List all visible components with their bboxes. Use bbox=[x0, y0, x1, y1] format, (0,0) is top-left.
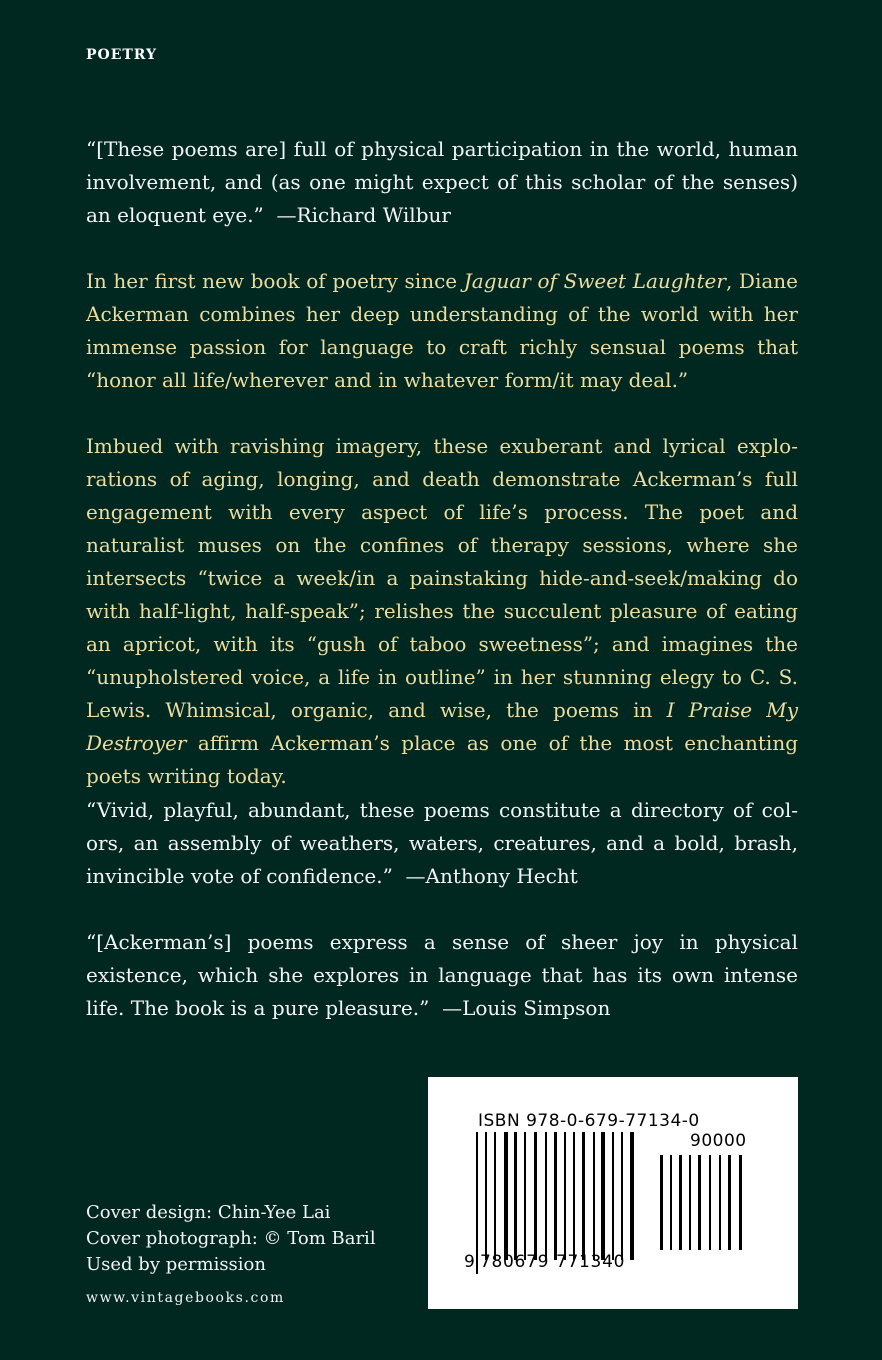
blurb-attribution: —Anthony Hecht bbox=[405, 864, 578, 888]
blurb-anthony-hecht bbox=[86, 794, 798, 893]
barcode-bar bbox=[593, 1132, 595, 1260]
barcode-bar bbox=[709, 1155, 711, 1250]
barcode-bar bbox=[698, 1155, 701, 1250]
barcode-digit-first: 9 bbox=[464, 1252, 476, 1272]
book-title-reference: Jaguar of Sweet Laughter bbox=[463, 269, 726, 293]
barcode-bar bbox=[689, 1155, 691, 1250]
barcode-bar bbox=[630, 1132, 634, 1260]
barcode-bar bbox=[670, 1155, 672, 1250]
description-text: affirm Ackerman’s place as one of the most enchanting poets writing today. bbox=[86, 731, 798, 788]
barcode-digits-right: 771340 bbox=[556, 1252, 626, 1272]
barcode-bar bbox=[554, 1132, 557, 1260]
barcode-bar bbox=[612, 1132, 614, 1260]
barcode-bar bbox=[524, 1132, 526, 1260]
barcode-bar bbox=[679, 1155, 682, 1250]
barcode-bar bbox=[582, 1132, 585, 1260]
price-code: 90000 bbox=[690, 1131, 747, 1151]
description-text: Imbued with ravishing imagery, these exuberant and lyrical explorations of aging, longing, and death demonstrate Ackerman’s full engagement with every aspect of life’s process. The poet and naturalist muses on the confines of therapy sessions, where she intersects “twice a week/in a painstaking hide-and-seek/making do with half-light, half-speak”; relishes the succulent pleasure of eating an apricot, with its “gush of taboo sweetness”; and imagines the “unupholstered voice, a life in outline” in her stunning elegy to C. S. Lewis. Whimsical, organic, and wise, the poems in bbox=[86, 434, 798, 722]
blurb-text: “Vivid, playful, abundant, these poems constitute a directory of colors, an assembly of weathers, waters, creatures, and a bold, brash, invincible vote of confidence.” bbox=[86, 798, 798, 888]
cover-design-credit: Cover design: Chin-Yee Lai bbox=[86, 1202, 331, 1223]
cover-photo-credit: Cover photograph: © Tom Baril bbox=[86, 1228, 376, 1249]
permission-note: Used by permission bbox=[86, 1254, 266, 1275]
description-paragraph-2 bbox=[86, 430, 798, 793]
cover-credits bbox=[86, 1200, 376, 1278]
blurb-attribution: —Louis Simpson bbox=[442, 996, 611, 1020]
barcode-bar bbox=[660, 1155, 663, 1250]
blurb-richard-wilbur bbox=[86, 133, 798, 232]
barcode-digits-left: 780679 bbox=[480, 1252, 550, 1272]
category-label: POETRY bbox=[86, 47, 158, 63]
barcode-bar bbox=[545, 1132, 547, 1260]
blurb-text: “[These poems are] full of physical participation in the world, human involvement, and (as one might expect of this scholar of the senses) an eloquent eye.” bbox=[86, 137, 798, 227]
description-text: In her first new book of poetry since bbox=[86, 269, 464, 293]
blurb-attribution: —Richard Wilbur bbox=[276, 203, 451, 227]
barcode-bar bbox=[476, 1132, 478, 1274]
barcode-bar bbox=[728, 1155, 731, 1250]
description-paragraph-1 bbox=[86, 265, 798, 397]
barcode-bar bbox=[534, 1132, 537, 1260]
description-text: , Diane Ackerman combines her deep understanding of the world with her immense passion for language to craft richly sensual poems that “honor all life/wherever and in whatever form/it may deal.” bbox=[86, 269, 798, 392]
barcode-bar bbox=[564, 1132, 566, 1260]
barcode-bar bbox=[719, 1155, 721, 1250]
publisher-website: www.vintagebooks.com bbox=[86, 1290, 285, 1306]
barcode-bar bbox=[504, 1132, 508, 1260]
blurb-louis-simpson bbox=[86, 926, 798, 1025]
barcode-bar bbox=[485, 1132, 487, 1260]
book-title: I Praise My Destroyer bbox=[86, 698, 798, 755]
blurb-text: “[Ackerman’s] poems express a sense of sheer joy in physical existence, which she explores in language that has its own intense life. The book is a pure pleasure.” bbox=[86, 930, 798, 1020]
barcode-bar bbox=[494, 1132, 496, 1260]
barcode-bar bbox=[573, 1132, 575, 1260]
barcode-bar bbox=[601, 1132, 605, 1260]
isbn-label: ISBN 978-0-679-77134-0 bbox=[478, 1111, 700, 1131]
isbn-barcode bbox=[428, 1077, 798, 1309]
barcode-bar bbox=[514, 1132, 517, 1260]
barcode-bar bbox=[739, 1155, 742, 1250]
barcode-bar bbox=[621, 1132, 623, 1260]
